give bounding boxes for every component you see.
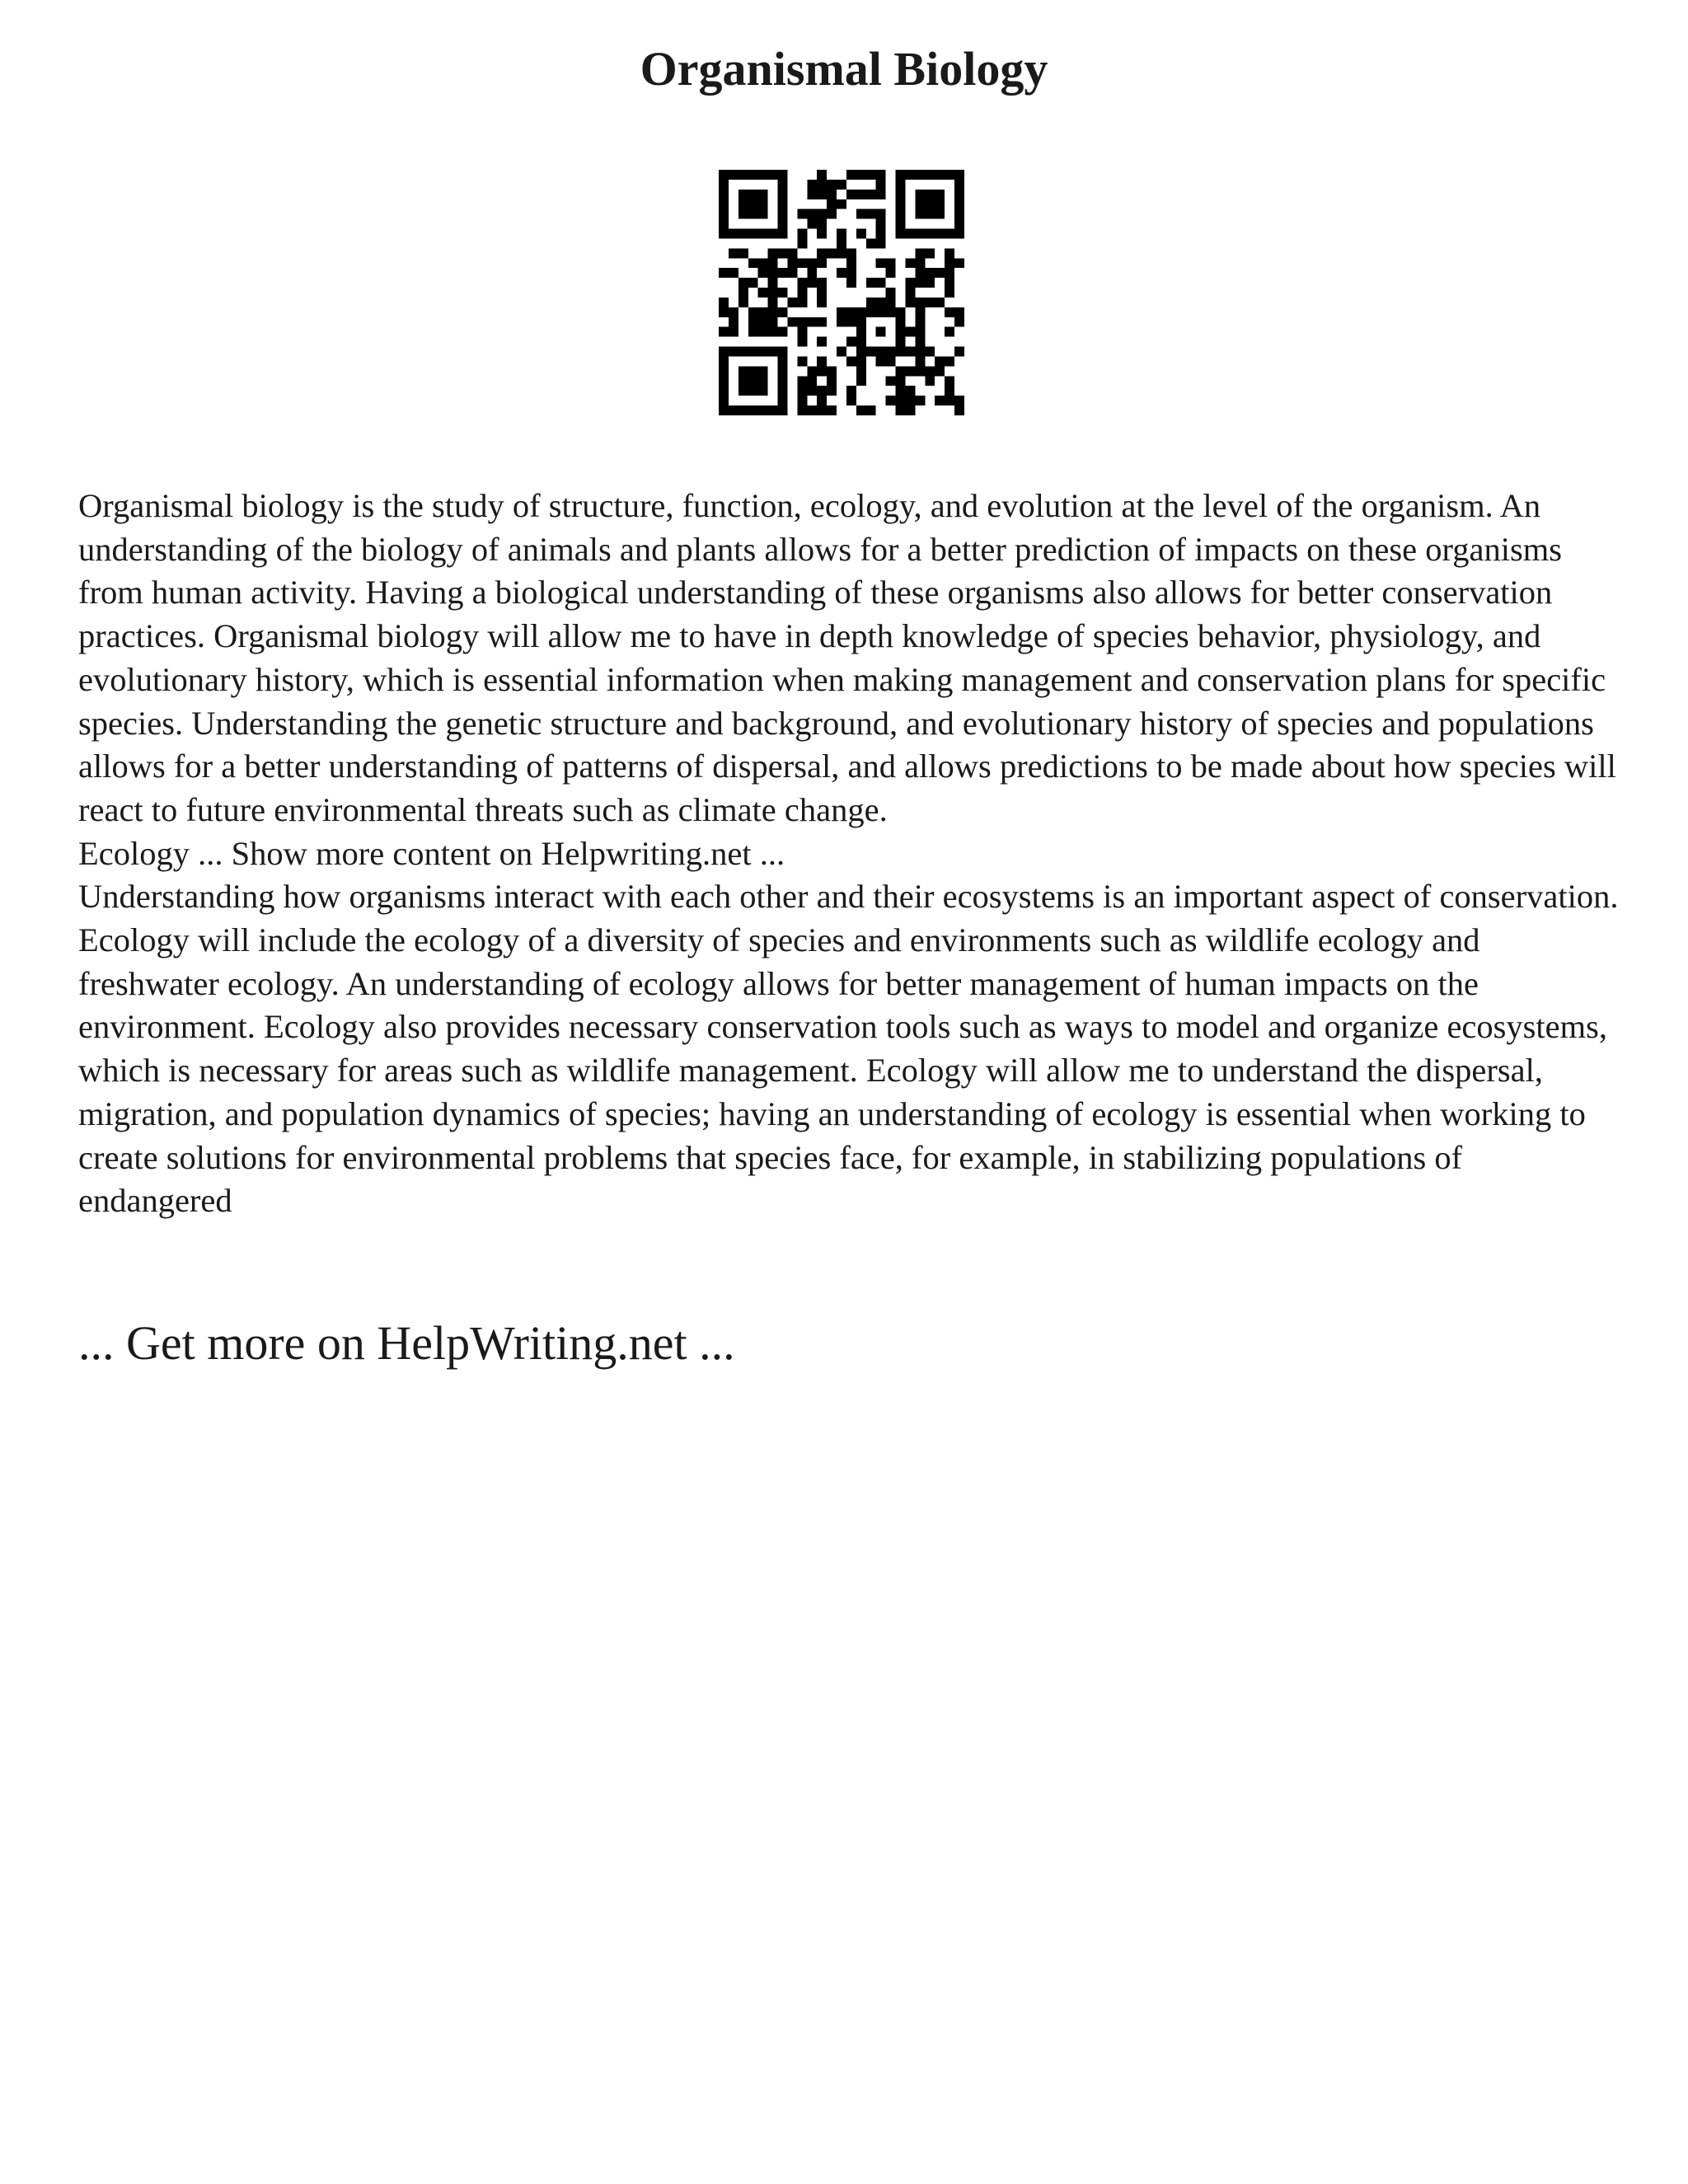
qr-code-icon [719, 170, 964, 415]
body-text [78, 485, 1620, 1223]
get-more-link[interactable]: ... Get more on HelpWriting.net ... [78, 1316, 735, 1370]
paragraph: Organismal biology is the study of structure, function, ecology, and evolution at the level of the organism. An understanding of the biology of animals and plants allows for a better prediction of impacts on these organisms from human activity. Having a biological understanding of these organisms also allows for better conservation practices. Organismal biology will allow me to have in depth knowledge of species behavior, physiology, and evolutionary history, which is essential information when making management and conservation plans for specific species. Understanding the genetic structure and background, and evolutionary history of species and populations allows for a better understanding of patterns of dispersal, and allows predictions to be made about how species will react to future environmental threats such as climate change. [78, 487, 1616, 828]
page-title: Organismal Biology [640, 42, 1048, 96]
paragraph: Understanding how organisms interact with each other and their ecosystems is an important aspect of conservation. Ecology will include the ecology of a diversity of species and environments such as wildlife ecology and freshwater ecology. An understanding of ecology allows for better management of human impacts on the environment. Ecology also provides necessary conservation tools such as ways to model and organize ecosystems, which is necessary for areas such as wildlife management. Ecology will allow me to understand the dispersal, migration, and population dynamics of species; having an understanding of ecology is essential when working to create solutions for environmental problems that species face, for example, in stabilizing populations of endangered [78, 878, 1619, 1220]
show-more-link[interactable]: Ecology ... Show more content on Helpwriting.net ... [78, 834, 785, 872]
